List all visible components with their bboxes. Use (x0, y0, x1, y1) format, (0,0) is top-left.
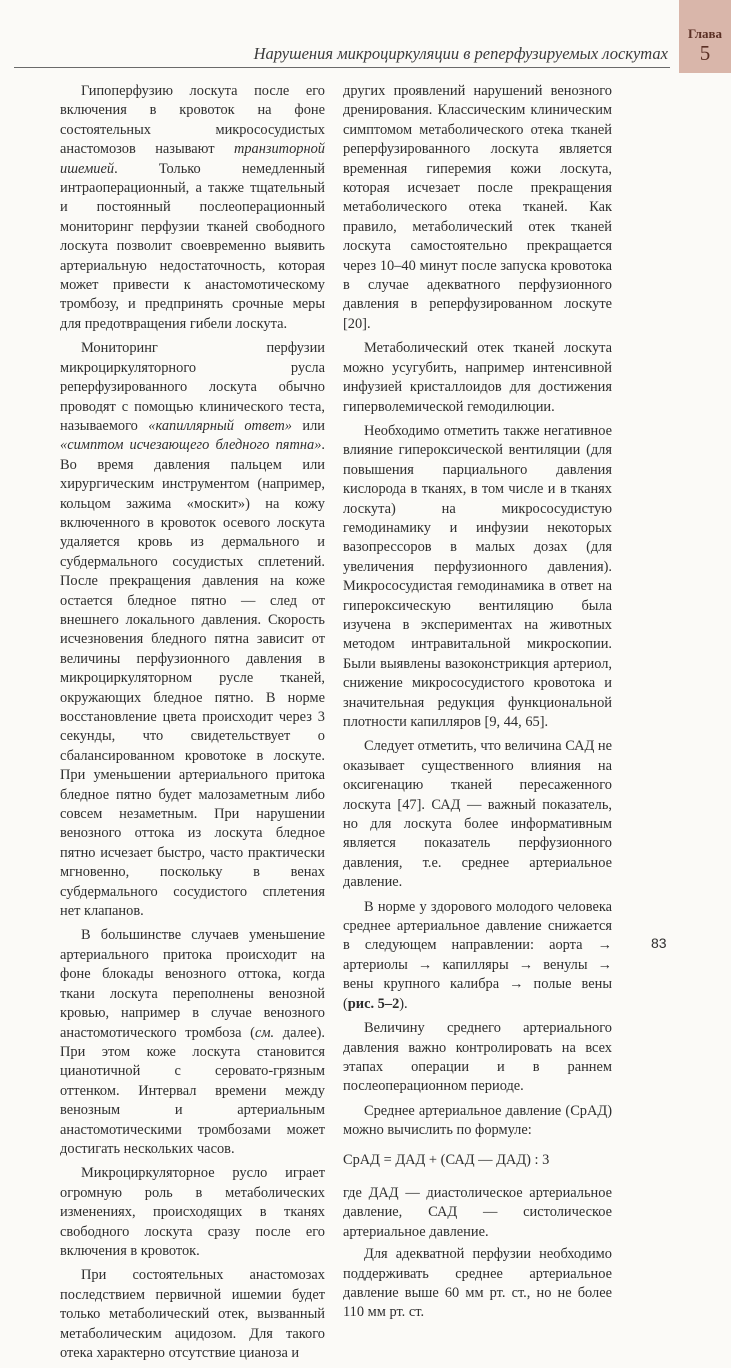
paragraph: Гипоперфузию лоскута после его включения в кровоток на фоне состоятельных микрососудистых анастомозов называют транзиторной ишемией. Только немедленный интраоперационный, а также тщательный и постоянный послеоперационный мониторинг перфузии тканей свободного лоскута позволит своевременно выявить артериальную недостаточность, которая может привести к анастомотическому тромбозу, и предпринять срочные меры для предотвращения гибели лоскута. (60, 83, 325, 332)
chapter-number: 5 (699, 41, 711, 65)
chapter-tab (679, 0, 731, 73)
paragraph: Необходимо отметить также негативное влияние гипероксической вентиляции (для повышения парциального давления кислорода в тканях, в том числе и в тканях лоскута) на микрососудистую гемодинамику и инфузии некоторых вазопрессоров в малых дозах (для увеличения перфузионного давления). Микрососудистая гемодинамика в ответ на гипероксическую вентиляцию была изучена в экспериментах на животных методом интравитальной микроскопии. Были выявлены вазоконстрикция артериол, снижение микрососудистого кровотока и значительная редукция функциональной плотности капилляров [9, 44, 65]. (343, 422, 612, 730)
term-italic: транзиторной ишемией (60, 141, 325, 177)
paragraph: Среднее артериальное давление (СрАД) можно вычислить по формуле: (343, 1102, 612, 1139)
formula: СрАД = ДАД + (САД — ДАД) : 3 (343, 1151, 550, 1168)
reference-italic: см. (254, 1024, 275, 1041)
left-column (60, 82, 325, 1368)
running-header-title: Нарушения микроциркуляции в реперфузируемых лоскутах (253, 44, 668, 63)
paragraph: других проявлений нарушений венозного дренирования. Классическим клиническим симптомом метаболического отека тканей реперфузированного лоскута является временная гиперемия кожи лоскута, которая исчезает после прекращения метаболического отека тканей. Как правило, метаболический отек тканей лоскута самостоятельно прекращается через 10–40 минут после запуска кровотока в случае адекватного перфузионного давления в реперфузированном лоскуте [20]. (343, 83, 612, 332)
paragraph: где ДАД — диастолическое артериальное давление, САД — систолическое артериальное давление. (343, 1184, 612, 1240)
page-number: 83 (651, 935, 667, 951)
header-rule (14, 67, 670, 68)
term-italic: «симптом исчезающего бледного пятна» (60, 437, 322, 454)
chapter-label: Глава (687, 26, 723, 41)
paragraph: Метаболический отек тканей лоскута можно усугубить, например интенсивной инфузией кристаллоидов для достижения гиперволемической гемодилюции. (343, 340, 612, 415)
term-italic: «капиллярный ответ» (148, 417, 292, 434)
paragraph: Величину среднего артериального давления важно контролировать на всех этапах операции и в раннем послеоперационном периоде. (343, 1020, 612, 1095)
paragraph: Микроциркуляторное русло играет огромную роль в метаболических изменениях, происходящих в тканях свободного лоскута сразу после его включения в кровоток. (60, 1165, 325, 1259)
paragraph: В большинстве случаев уменьшение артериального притока происходит на фоне блокады венозного оттока, когда ткани лоскута переполнены венозной кровью, например в случае венозного анастомотического тромбоза (см. далее). При этом коже лоскута становится цианотичной с серовато-грязным оттенком. Интервал времени между венозным и артериальным анастомотическими тромбозами может достигать нескольких часов. (60, 927, 325, 1157)
paragraph: Следует отметить, что величина САД не оказывает существенного влияния на оксигенацию тканей пересаженного лоскута [47]. САД — важный показатель, но для лоскута более информативным является показатель перфузионного давления, т.е. среднее артериальное давление. (343, 738, 612, 891)
paragraph: Мониторинг перфузии микроциркуляторного русла реперфузированного лоскута обычно проводят с помощью клинического теста, называемого «капиллярный ответ» или «симптом исчезающего бледного пятна». Во время давления пальцем или хирургическим инструментом (например, кольцом зажима «москит») на кожу включенного в кровоток осевого лоскута удаляется кровь из дермального и субдермального сосудистых сплетений. После прекращения давления на коже остается бледное пятно — след от внешнего локального давления. Скорость исчезновения бледного пятна зависит от величины перфузионного давления в микроциркуляторном русле тканей, окружающих бледное пятно. В норме восстановление цвета происходит через 3 секунды, что свидетельствует о сбалансированном кровотоке в лоскуте. При уменьшении артериального притока бледное пятно будет малозаметным либо совсем незаметным. При нарушении венозного оттока из лоскута бледное пятно исчезает быстро, часто практически мгновенно, поскольку в венах субдермального сосудистого сплетения нет клапанов. (60, 340, 325, 920)
paragraph: При состоятельных анастомозах последствием первичной ишемии будет только метаболический отек, вызванный метаболическим ацидозом. Для такого отека характерно отсутствие цианоза и (60, 1267, 325, 1361)
figure-reference: рис. 5–2 (347, 995, 400, 1012)
paragraph: Для адекватной перфузии необходимо поддерживать среднее артериальное давление выше 60 мм рт. ст., но не более 110 мм рт. ст. (343, 1246, 612, 1321)
paragraph: В норме у здорового молодого человека среднее артериальное давление снижается в следующем направлении: аорта → артериолы → капилляры → венулы → вены крупного калибра → полые вены (рис. 5–2). (343, 898, 612, 1012)
right-column (343, 82, 612, 1328)
